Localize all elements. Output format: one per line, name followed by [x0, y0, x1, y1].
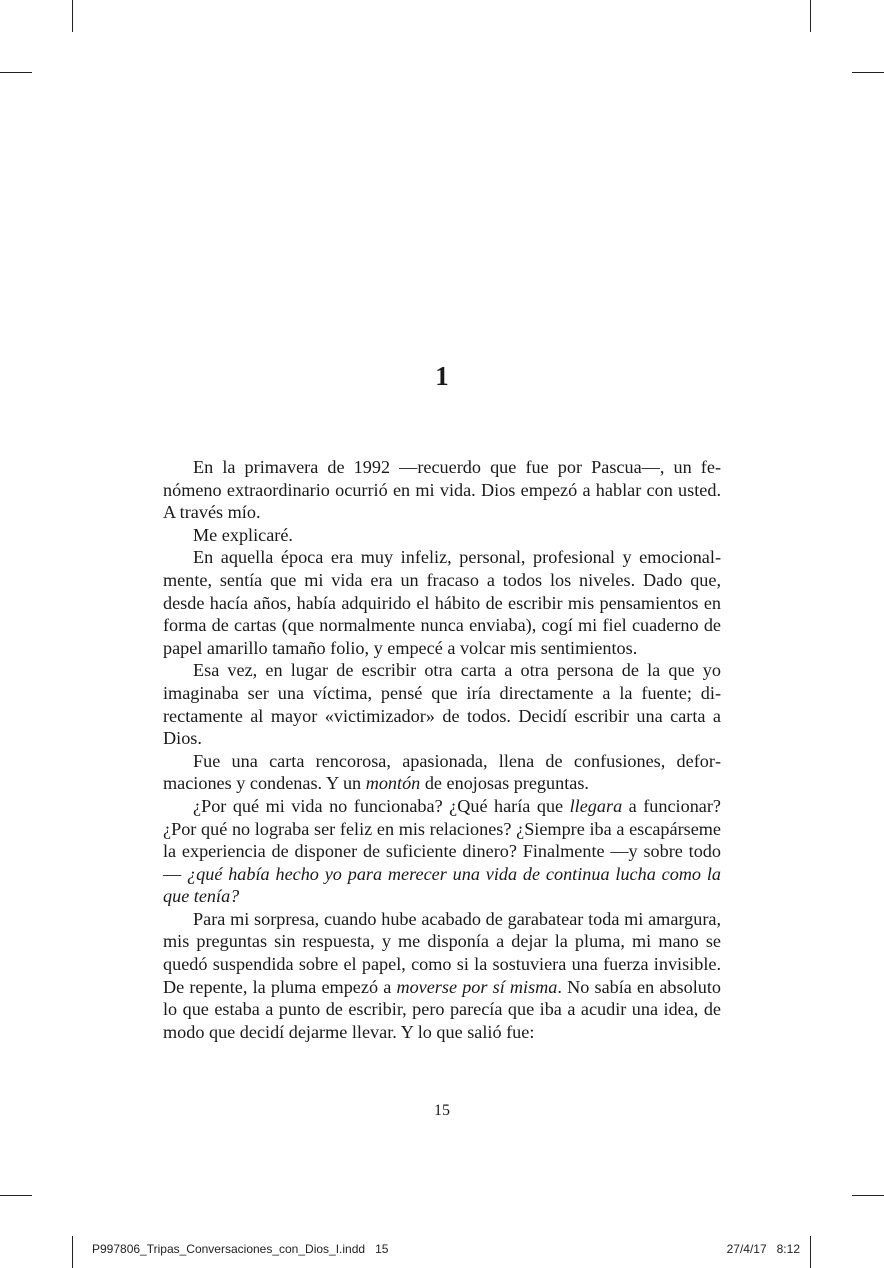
body-paragraph — [163, 456, 721, 524]
italic-text: llegara — [569, 795, 623, 816]
italic-text: montón — [365, 773, 421, 794]
print-slug-filename: P997806_Tripas_Conversaciones_con_Dios_I.indd 15 — [92, 1242, 389, 1256]
print-slug-datetime: 27/4/17 8:12 — [726, 1242, 800, 1256]
crop-mark-left-top — [0, 72, 32, 73]
paragraph-text: En aquella época era muy infeliz, personal, profesional y emocionalmente, sentía que mi vida era un fracaso a todos los niveles. Dado que, desde hacía años, había adquirido el hábito de escribir mis pensamientos en forma de cartas (que normalmente nunca enviaba), cogí mi fiel cuaderno de papel amarillo tamaño folio, y empecé a volcar mis sentimientos. — [163, 547, 721, 658]
crop-mark-bottom-left — [72, 1236, 73, 1268]
paragraph-text: de enojosas preguntas. — [420, 773, 589, 794]
crop-mark-right-top — [852, 72, 884, 73]
paragraph-text: Para mi sorpresa, cuando hube acabado de garabatear toda mi amargura, mis preguntas sin respuesta, y me disponía a dejar la pluma, mi mano se quedó suspendida sobre el papel, como si la sostuviera una fuerza invisible. De repente, la pluma empezó a — [163, 908, 721, 997]
crop-mark-top-right — [810, 0, 811, 32]
body-paragraph — [163, 795, 721, 908]
paragraph-text: a funcionar? ¿Por qué no lograba ser feliz en mis relaciones? ¿Siempre iba a escapárseme la experiencia de disponer de suficiente dinero? Finalmente —y sobre todo— — [163, 795, 721, 884]
body-paragraph — [163, 750, 721, 795]
crop-mark-left-bottom — [0, 1195, 32, 1196]
chapter-body — [163, 456, 721, 1043]
body-paragraph — [163, 546, 721, 659]
crop-mark-bottom-right — [810, 1236, 811, 1268]
page-number: 15 — [434, 1102, 450, 1119]
paragraph-text: En la primavera de 1992 —recuerdo que fue por Pascua—, un fenómeno extraordinario ocurrió en mi vida. Dios empezó a hablar con usted. A través mío. — [163, 457, 721, 523]
paragraph-text: Me explicaré. — [193, 524, 293, 545]
paragraph-text: Esa vez, en lugar de escribir otra carta a otra persona de la que yo imaginaba ser una víctima, pensé que iría directamente a la fuente; directamente al mayor «victimizador» de todos. Decidí escribir una carta a Dios. — [163, 660, 721, 749]
body-paragraph — [163, 524, 721, 547]
body-paragraph — [163, 659, 721, 749]
crop-mark-right-bottom — [852, 1195, 884, 1196]
paragraph-text: . No sabía en absoluto lo que estaba a punto de escribir, pero parecía que iba a acudir una idea, de modo que decidí dejarme llevar. Y lo que salió fue: — [163, 976, 721, 1042]
paragraph-text: ¿Por qué mi vida no funcionaba? ¿Qué haría que — [193, 795, 570, 816]
paragraph-text: Fue una carta rencorosa, apasionada, llena de confusiones, deformaciones y condenas. Y un — [163, 750, 721, 794]
italic-text: moverse por sí misma — [396, 976, 558, 997]
chapter-number: 1 — [435, 361, 449, 391]
crop-mark-top-left — [72, 0, 73, 32]
italic-text: ¿qué había hecho yo para merecer una vida de continua lucha como la que tenía? — [163, 863, 722, 907]
body-paragraph — [163, 908, 721, 1044]
